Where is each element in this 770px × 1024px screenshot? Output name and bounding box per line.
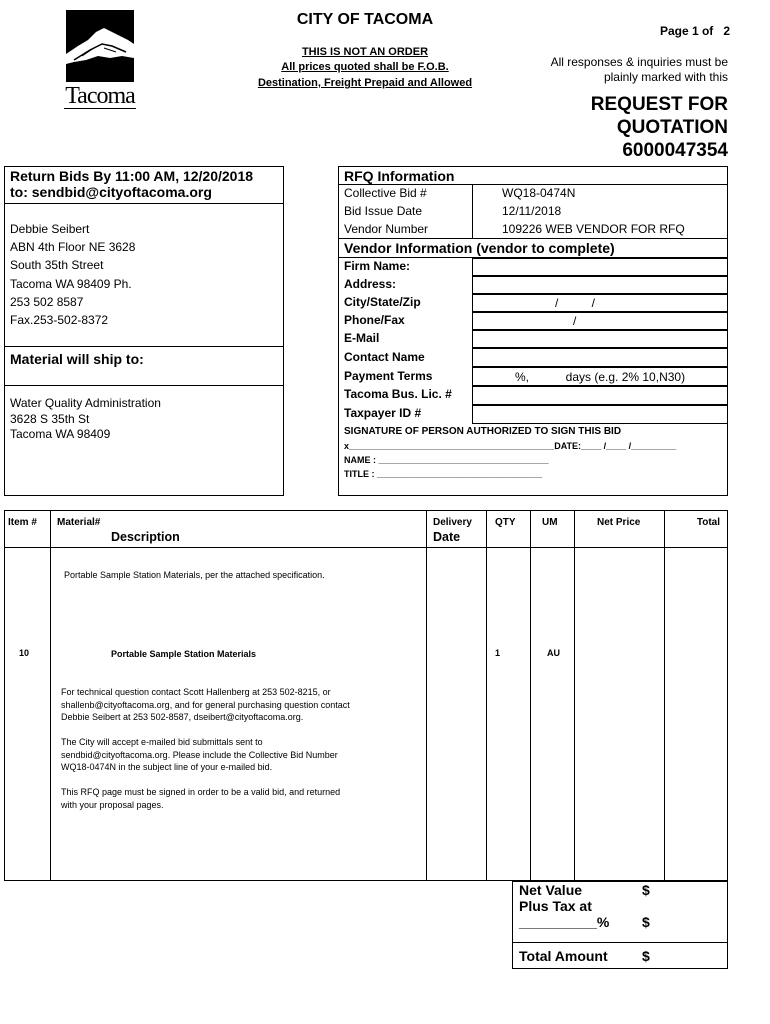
rfq-value: 109226 WEB VENDOR FOR RFQ xyxy=(502,222,685,236)
note-line: shallenb@cityoftacoma.org, and for general purchasing question contact xyxy=(61,699,350,710)
rfq-label: Bid Issue Date xyxy=(344,204,423,218)
return-divider xyxy=(4,203,284,204)
vendor-label-city-state-zip: City/State/Zip xyxy=(344,295,421,309)
header-description: Description xyxy=(111,530,180,544)
rfq-title-1: REQUEST FOR xyxy=(590,94,728,115)
responses-note-1: All responses & inquiries must be xyxy=(550,55,728,69)
return-bids-line2: to: sendbid@cityoftacoma.org xyxy=(10,184,212,200)
rfq-row-issue-date xyxy=(344,204,724,218)
address-field[interactable] xyxy=(472,276,728,294)
city-logo xyxy=(64,10,136,114)
responses-note-2: plainly marked with this xyxy=(603,70,728,84)
col-divider-description xyxy=(426,510,427,881)
rfq-label: Collective Bid # xyxy=(344,186,427,200)
header-total: Total xyxy=(696,517,720,528)
item-um: AU xyxy=(547,648,560,658)
ship-line: Water Quality Administration xyxy=(10,396,161,410)
payment-terms-field[interactable] xyxy=(472,367,728,386)
item-description: Portable Sample Station Materials xyxy=(111,649,257,659)
ship-to-heading: Material will ship to: xyxy=(10,351,144,367)
note-line: This RFQ page must be signed in order to be a valid bid, and returned xyxy=(61,787,341,797)
contact-line: Tacoma WA 98409 Ph. xyxy=(10,276,132,291)
taxpayer-id-field[interactable] xyxy=(472,405,728,424)
rfq-value: WQ18-0474N xyxy=(502,186,576,200)
contact-line: South 35th Street xyxy=(10,258,104,273)
logo-wordmark: Tacoma xyxy=(65,83,135,109)
contact-line: Fax.253-502-8372 xyxy=(10,313,109,328)
contact-line: ABN 4th Floor NE 3628 xyxy=(10,240,136,255)
contact-name-field[interactable] xyxy=(472,348,728,367)
phone-fax-value: / xyxy=(573,314,577,328)
rfq-label: Vendor Number xyxy=(344,222,429,236)
signature-heading: SIGNATURE OF PERSON AUTHORIZED TO SIGN THIS BID xyxy=(344,426,622,437)
rfq-number: 6000047354 xyxy=(622,140,728,161)
note-line: The City will accept e-mailed bid submittals sent to xyxy=(61,737,263,747)
fob-notice: All prices quoted shall be F.O.B. xyxy=(281,61,449,73)
vendor-label-address: Address: xyxy=(344,277,397,291)
city-state-zip-value: / / xyxy=(555,296,596,310)
vendor-label-contact-name: Contact Name xyxy=(344,350,425,364)
note-line: WQ18-0474N in the subject line of your e-mailed bid. xyxy=(61,762,273,772)
city-name: CITY OF TACOMA xyxy=(296,11,434,28)
note-line: sendbid@cityoftacoma.org. Please include the Collective Bid Number xyxy=(61,749,338,760)
page-total: 2 xyxy=(723,24,730,38)
phone-fax-field[interactable] xyxy=(472,312,728,330)
payment-terms-value: %, days (e.g. 2% 10,N30) xyxy=(515,370,686,384)
vendor-label-phone-fax: Phone/Fax xyxy=(344,313,405,327)
note-line: For technical question contact Scott Hallenberg at 253 502-8215, or xyxy=(61,687,331,697)
col-divider-um xyxy=(574,510,575,881)
table-header-divider xyxy=(4,547,728,548)
header-item: Item # xyxy=(8,517,37,528)
total-amount-currency[interactable]: $ xyxy=(642,948,650,964)
name-line[interactable]: NAME : __________________________________ xyxy=(344,455,549,465)
totals-divider xyxy=(512,942,728,943)
tax-percent-field[interactable]: __________% xyxy=(519,914,610,930)
return-bids-box xyxy=(4,166,284,496)
signature-line[interactable]: x_________________________________________DATE:____ /____ /_________ xyxy=(344,441,677,451)
technical-contact-note xyxy=(61,686,350,724)
vendor-label-bus-lic: Tacoma Bus. Lic. # xyxy=(344,387,452,401)
signature-required-note xyxy=(61,786,340,811)
item-number: 10 xyxy=(19,648,30,658)
header-um: UM xyxy=(542,517,558,528)
return-bids-line1: Return Bids By 11:00 AM, 12/20/2018 xyxy=(10,168,254,184)
rfq-row-vendor-number xyxy=(344,222,724,236)
col-divider-qty xyxy=(530,510,531,881)
net-value-label: Net Value xyxy=(519,882,583,898)
rfq-row-collective-bid xyxy=(344,186,724,200)
page-label: Page 1 of xyxy=(659,24,714,38)
vendor-label-email: E-Mail xyxy=(344,331,380,345)
item-qty: 1 xyxy=(495,648,501,658)
contact-line: 253 502 8587 xyxy=(10,294,84,309)
bus-lic-field[interactable] xyxy=(472,386,728,405)
rfq-info-heading: RFQ Information xyxy=(344,168,455,184)
plus-tax-label: Plus Tax at xyxy=(519,898,592,914)
freight-notice: Destination, Freight Prepaid and Allowed xyxy=(257,77,473,89)
ship-divider-bottom xyxy=(4,385,284,386)
note-line: Debbie Seibert at 253 502-8587, dseibert@cityoftacoma.org. xyxy=(61,712,304,722)
ship-line: Tacoma WA 98409 xyxy=(10,427,111,441)
total-amount-label: Total Amount xyxy=(519,948,608,964)
vendor-label-firm-name: Firm Name: xyxy=(344,259,411,273)
net-value-currency[interactable]: $ xyxy=(642,882,650,898)
contact-line: Debbie Seibert xyxy=(10,222,90,236)
email-submittal-note xyxy=(61,736,338,774)
firm-name-field[interactable] xyxy=(472,258,728,276)
title-line[interactable]: TITLE : _________________________________ xyxy=(344,469,543,479)
col-divider-net-price xyxy=(664,510,665,881)
rfq-title-2: QUOTATION xyxy=(616,117,728,138)
vendor-label-taxpayer-id: Taxpayer ID # xyxy=(344,406,422,420)
header-qty: QTY xyxy=(495,517,516,528)
ship-to-address xyxy=(10,396,161,443)
email-field[interactable] xyxy=(472,330,728,348)
vendor-label-payment-terms: Payment Terms xyxy=(344,369,433,383)
tax-currency[interactable]: $ xyxy=(642,914,650,930)
col-divider-delivery xyxy=(486,510,487,881)
mountain-emblem-icon xyxy=(64,10,136,84)
vendor-info-heading: Vendor Information (vendor to complete) xyxy=(344,240,615,256)
header-material: Material# xyxy=(57,517,101,528)
ship-line: 3628 S 35th St xyxy=(10,411,90,426)
col-divider-item xyxy=(50,510,51,881)
header-date: Date xyxy=(433,530,461,544)
ship-divider-top xyxy=(4,346,284,347)
note-line: with your proposal pages. xyxy=(61,799,164,810)
header-net-price: Net Price xyxy=(597,517,641,528)
rfq-divider xyxy=(338,184,728,185)
buyer-contact xyxy=(10,220,135,329)
header-delivery: Delivery xyxy=(433,517,472,528)
city-state-zip-field[interactable] xyxy=(472,294,728,312)
item-intro: Portable Sample Station Materials, per the attached specification. xyxy=(64,570,325,580)
vendor-top-divider xyxy=(338,238,728,239)
rfq-value: 12/11/2018 xyxy=(502,204,562,218)
page-count xyxy=(600,24,730,38)
not-an-order-notice: THIS IS NOT AN ORDER xyxy=(301,46,429,58)
